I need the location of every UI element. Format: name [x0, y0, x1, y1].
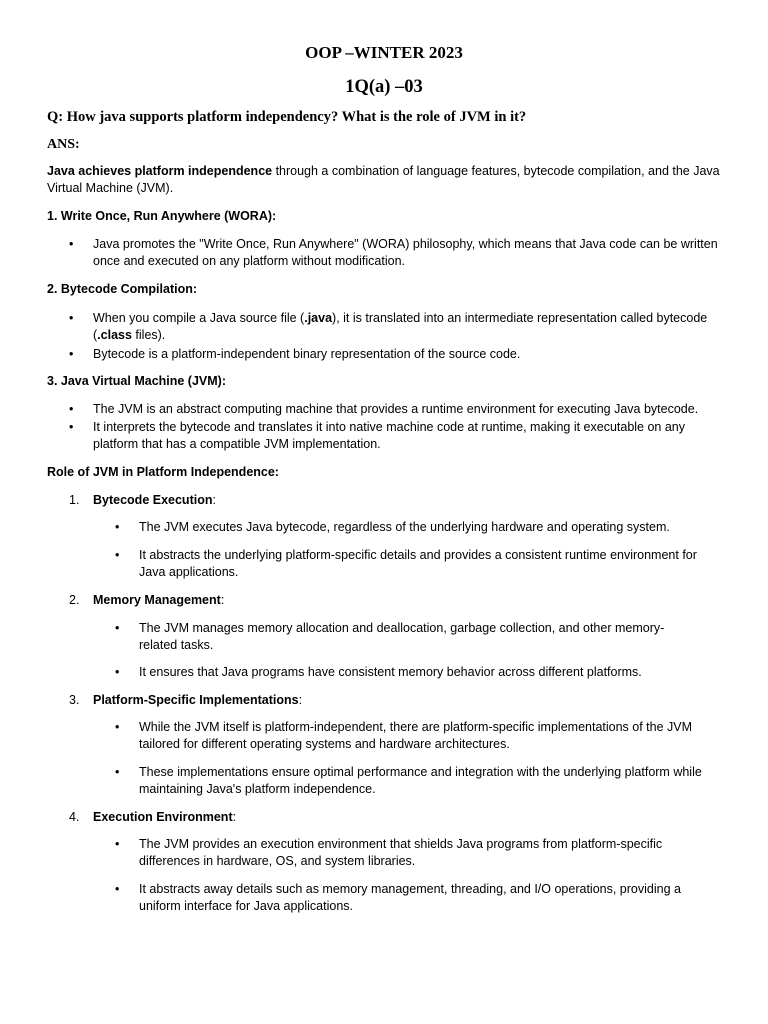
item-title: Platform-Specific Implementations — [93, 693, 299, 707]
list-item-text: It ensures that Java programs have consistent memory behavior across different platforms. — [139, 665, 642, 679]
numbered-item — [69, 809, 713, 826]
bullet-icon: • — [69, 402, 74, 416]
bullet-icon: • — [115, 621, 120, 635]
list-item-text-part: When you compile a Java source file ( — [93, 311, 305, 325]
item-title: Bytecode Execution — [93, 493, 213, 507]
file-extension: .java — [304, 311, 333, 325]
list-item — [115, 881, 719, 915]
bullet-icon: • — [115, 665, 120, 679]
bullet-icon: • — [115, 548, 120, 562]
file-extension: .class — [97, 328, 132, 342]
numbered-item — [69, 492, 713, 509]
section-heading: 1. Write Once, Run Anywhere (WORA): — [47, 209, 277, 223]
item-colon: : — [212, 493, 216, 507]
list-item-text: Bytecode is a platform-independent binary representation of the source code. — [93, 347, 521, 361]
section-heading: 3. Java Virtual Machine (JVM): — [47, 374, 226, 388]
list-item — [69, 401, 743, 418]
numbered-item — [69, 592, 713, 609]
list-item-text: It abstracts away details such as memory management, threading, and I/O operations, providing a uniform interface for Java applications. — [139, 882, 681, 913]
list-item — [115, 719, 719, 753]
bullet-icon: • — [69, 420, 74, 434]
list-item — [69, 419, 733, 453]
numbered-item — [69, 692, 713, 709]
intro-bold: Java achieves platform independence — [47, 164, 273, 178]
list-item — [115, 547, 719, 581]
bullet-icon: • — [115, 882, 120, 896]
section-heading: 2. Bytecode Compilation: — [47, 282, 198, 296]
list-item — [115, 620, 699, 654]
bullet-icon: • — [115, 520, 120, 534]
item-number: 1. — [69, 493, 80, 507]
list-item-text: The JVM manages memory allocation and deallocation, garbage collection, and other memory-related tasks. — [139, 621, 665, 652]
bullet-icon: • — [69, 347, 74, 361]
question-text: Q: How java supports platform independency? What is the role of JVM in it? — [47, 109, 527, 125]
intro-paragraph — [47, 163, 727, 197]
item-title: Execution Environment — [93, 810, 233, 824]
list-item-text: Java promotes the "Write Once, Run Anywhere" (WORA) philosophy, which means that Java code can be written once and executed on any platform without modification. — [93, 237, 718, 268]
item-colon: : — [298, 693, 303, 707]
list-item — [115, 664, 719, 681]
list-item-text: The JVM is an abstract computing machine that provides a runtime environment for executing Java bytecode. — [93, 402, 699, 416]
list-item-text-part: ), it is translated into an intermediate representation called bytecode ( — [93, 311, 708, 342]
list-item-text: The JVM provides an execution environment that shields Java programs from platform-specific differences in hardware, OS, and system libraries. — [139, 837, 663, 868]
item-number: 3. — [69, 693, 80, 707]
item-title: Memory Management — [93, 593, 221, 607]
list-item-text: It interprets the bytecode and translates it into native machine code at runtime, making it executable on any platform that has a compatible JVM implementation. — [93, 420, 686, 451]
bullet-icon: • — [115, 765, 120, 779]
list-item — [69, 346, 733, 363]
bullet-icon: • — [69, 311, 74, 325]
list-item — [115, 519, 719, 536]
list-item — [115, 836, 719, 870]
item-number: 4. — [69, 810, 80, 824]
list-item — [69, 236, 733, 270]
question-code: 1Q(a) –03 — [345, 77, 423, 97]
list-item-text-part: files). — [131, 328, 166, 342]
document-title: OOP –WINTER 2023 — [305, 43, 463, 62]
list-item — [69, 310, 733, 344]
list-item-text: While the JVM itself is platform-independent, there are platform-specific implementations of the JVM tailored for different operating systems and hardware architectures. — [139, 720, 693, 751]
item-colon: : — [220, 593, 225, 607]
bullet-icon: • — [115, 720, 120, 734]
item-number: 2. — [69, 593, 80, 607]
item-colon: : — [232, 810, 237, 824]
bullet-icon: • — [69, 237, 74, 251]
list-item-text: These implementations ensure optimal performance and integration with the underlying platform while maintaining Java's platform independence. — [139, 765, 702, 796]
role-heading: Role of JVM in Platform Independence: — [47, 465, 279, 479]
answer-label: ANS: — [47, 137, 80, 152]
list-item-text: The JVM executes Java bytecode, regardless of the underlying hardware and operating system. — [139, 520, 670, 534]
list-item — [115, 764, 719, 798]
intro-rest: through a combination of language features, bytecode compilation, and the Java Virtual Machine (JVM). — [47, 164, 720, 195]
bullet-icon: • — [115, 837, 120, 851]
list-item-text: It abstracts the underlying platform-specific details and provides a consistent runtime environment for Java applications. — [139, 548, 697, 579]
